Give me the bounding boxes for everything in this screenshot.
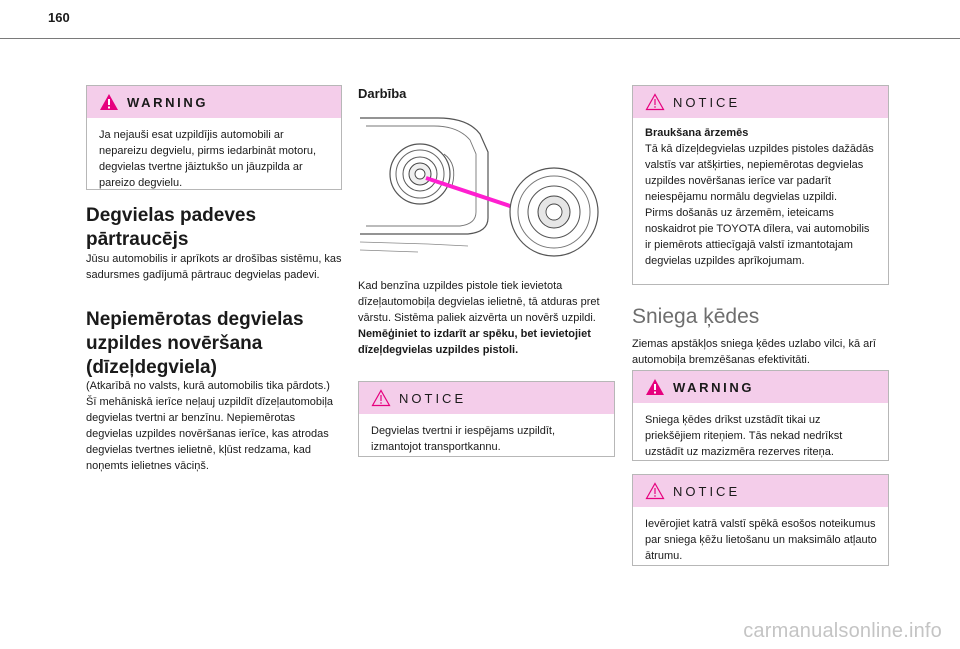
title-line: (dīzeļdegviela) <box>86 357 217 378</box>
notice-label: NOTICE <box>673 483 741 499</box>
warning-triangle-icon <box>645 378 665 396</box>
section-title-snow-chains: Sniega ķēdes <box>632 305 760 328</box>
notice-box-regulations <box>632 474 889 566</box>
title-line: uzpildes novēršana <box>86 333 263 354</box>
warning-label: WARNING <box>673 379 755 395</box>
title-line: Nepiemērotas degvielas <box>86 309 304 330</box>
section-text-misfuel-prevention: (Atkarībā no valsts, kurā automobilis tika pārdots.) Šī mehāniskā ierīce neļauj uzpildīt dīzeļautomobiļa degvielas tvertni ar benzīnu. Nepiemērotas degvielas uzpildes novēršanas ierīce, kas atrodas degvielas tvertnes ielietnē, kļūst redzama, kad noņemts ielietnes vāciņš. <box>86 380 334 472</box>
warning-triangle-icon <box>99 93 119 111</box>
notice-text: Degvielas tvertni ir iespējams uzpildīt, izmantojot transportkannu. <box>371 425 556 453</box>
watermark: carmanualsonline.info <box>743 620 942 642</box>
warning-text: Sniega ķēdes drīkst uzstādīt tikai uz priekšējiem riteņiem. Tās nekad nedrīkst uzstādīt uz mazizmēra rezerves riteņa. <box>645 414 843 458</box>
section-title-misfuel-prevention <box>86 308 346 380</box>
section-text-fuel-cutoff: Jūsu automobilis ir aprīkots ar drošības sistēmu, kas sadursmes gadījumā pārtrauc degvielas padevi. <box>86 253 342 281</box>
notice-box-abroad <box>632 85 889 285</box>
notice-subtitle: Braukšana ārzemēs <box>645 127 749 139</box>
notice-box-canister <box>358 381 615 457</box>
notice-text: Ievērojiet katrā valstī spēkā esošos noteikumus par sniega ķēžu lietošanu un maksimālo atļauto ātrumu. <box>645 518 877 562</box>
operation-text-bold: Nemēģiniet to izdarīt ar spēku, bet ievietojiet dīzeļdegvielas uzpildes pistoli. <box>358 328 591 356</box>
notice-triangle-icon <box>645 93 665 111</box>
title-line: Degvielas padeves <box>86 205 257 226</box>
warning-text: Ja nejauši esat uzpildījis automobili ar nepareizu degvielu, pirms iedarbināt motoru, degvielas tvertne jāiztukšo un jāuzpilda ar pareizo degvielu. <box>99 129 317 189</box>
section-title-fuel-cutoff <box>86 204 346 252</box>
warning-box-header <box>633 371 888 403</box>
warning-box-header <box>87 86 341 118</box>
notice-box-header <box>359 382 614 414</box>
notice-box-header <box>633 86 888 118</box>
section-text-snow-chains: Ziemas apstākļos sniega ķēdes uzlabo vilci, kā arī automobiļa bremzēšanas efektivitāti. <box>632 338 876 366</box>
warning-box-snow-chains <box>632 370 889 461</box>
notice-label: NOTICE <box>673 94 741 110</box>
notice-triangle-icon <box>371 389 391 407</box>
fuel-filler-illustration <box>358 112 608 262</box>
notice-box-header <box>633 475 888 507</box>
notice-text: Tā kā dīzeļdegvielas uzpildes pistoles dažādās valstīs var atšķirties, nepiemērotas degvielas uzpildes novēršanas ierīce var padarīt neiespējamu normālu degvielas uzpildi. Pirms došanās uz ārzemēm, ieteicams noskaidrot pie TOYOTA dīlera, vai automobilis ir piemērots attiecīgajā valstī izmantotajam degvielas uzpildes aprīkojumam. <box>645 143 874 267</box>
page-number: 160 <box>48 10 70 25</box>
operation-title: Darbība <box>358 86 407 101</box>
title-line: pārtraucējs <box>86 229 189 250</box>
warning-label: WARNING <box>127 94 209 110</box>
notice-body <box>633 118 888 277</box>
warning-box-fuel <box>86 85 342 190</box>
operation-text <box>358 278 614 358</box>
top-divider <box>0 38 960 39</box>
operation-text-normal: Kad benzīna uzpildes pistole tiek ievietota dīzeļautomobiļa degvielas ielietnē, tā atduras pret vārstu. Sistēma paliek aizvērta un novērš uzpildi. <box>358 280 600 324</box>
notice-label: NOTICE <box>399 390 467 406</box>
notice-triangle-icon <box>645 482 665 500</box>
